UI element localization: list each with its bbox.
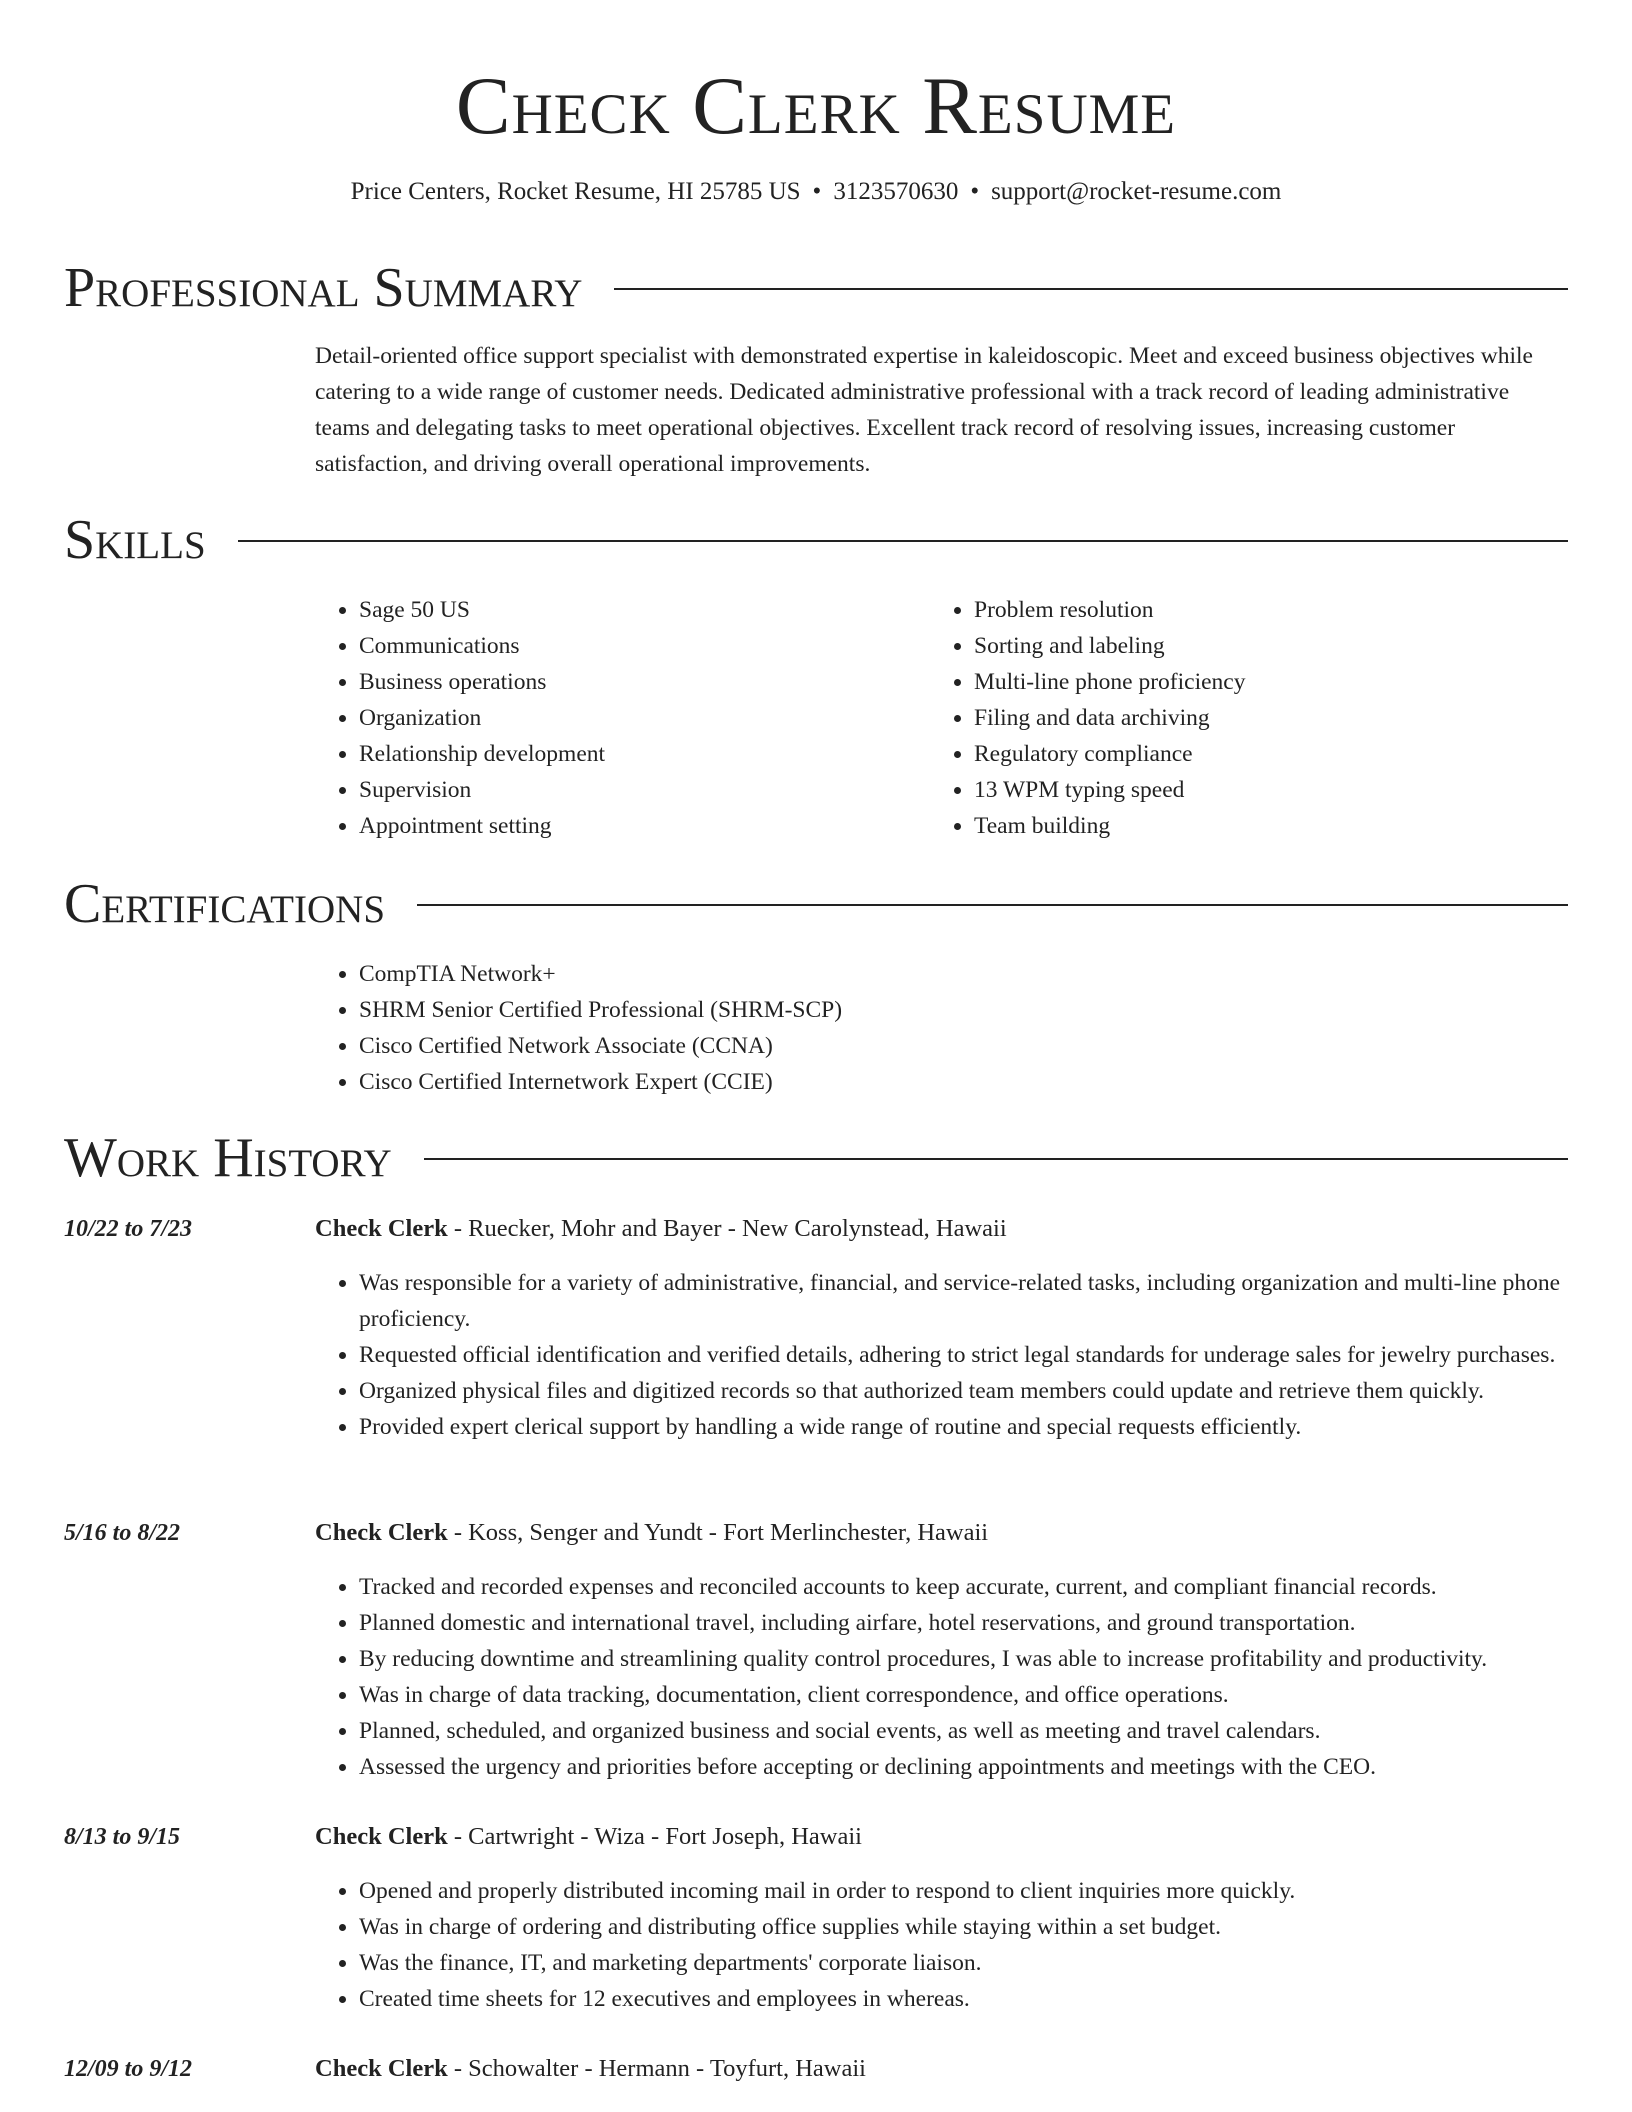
skills-column-right [930,592,1510,844]
skill-item: • Communications [359,628,895,664]
job-title: Check Clerk [315,1215,448,1242]
certification-item: • Cisco Certified Network Associate (CCNA) [359,1028,1315,1064]
contact-line [0,174,1632,210]
job-employer: - Koss, Senger and Yundt - Fort Merlinchester, Hawaii [447,1519,989,1546]
skill-item: • Supervision [359,772,895,808]
job-duties [315,1569,1575,1785]
skill-item: • Relationship development [359,736,895,772]
job-employer: - Schowalter - Hermann - Toyfurt, Hawaii [447,2055,866,2082]
certification-item: • CompTIA Network+ [359,956,1315,992]
section-divider [614,288,1568,290]
job-role [315,1211,1007,1247]
skill-item: • Sorting and labeling [974,628,1510,664]
job-dates: 8/13 to 9/15 [64,1824,181,1850]
duty-item: • Provided expert clerical support by handling a wide range of routine and special requests efficiently. [359,1409,1575,1445]
duty-item: • Tracked and recorded expenses and reconciled accounts to keep accurate, current, and compliant financial records. [359,1569,1575,1605]
job-employer: - Ruecker, Mohr and Bayer - New Carolynstead, Hawaii [447,1215,1007,1242]
job-duties [315,1873,1575,2017]
duty-item: • Opened and properly distributed incoming mail in order to respond to client inquiries more quickly. [359,1873,1575,1909]
address: Price Centers, Rocket Resume, HI 25785 US [350,178,801,205]
duty-item: • Assessed the urgency and priorities before accepting or declining appointments and meetings with the CEO. [359,1749,1575,1785]
job-dates: 5/16 to 8/22 [64,1520,181,1546]
separator-dot: • [812,178,822,205]
job-role [315,1515,988,1551]
skills-column-left [315,592,895,844]
duty-item: • Organized physical files and digitized records so that authorized team members could update and retrieve them quickly. [359,1373,1575,1409]
duty-item: • Was responsible for a variety of administrative, financial, and service-related tasks, including organization and multi-line phone proficiency. [359,1265,1575,1337]
job-employer: - Cartwright - Wiza - Fort Joseph, Hawaii [447,1823,862,1850]
job-role [315,1819,862,1855]
certifications-list [315,956,1315,1100]
section-title-skills: Skills [64,509,206,571]
section-header-summary [64,256,1568,320]
duty-item: • Created time sheets for 12 executives and employees in whereas. [359,1981,1575,2017]
summary-text: Detail-oriented office support specialist with demonstrated expertise in kaleidoscopic. Meet and exceed business objectives while catering to a wide range of customer needs. Dedicated administrative professional with a track record of leading administrative teams and delegating tasks to meet operational objectives. Excellent track record of resolving issues, increasing customer satisfaction, and driving overall operational improvements. [315,343,1533,477]
duty-item: • Requested official identification and verified details, adhering to strict legal standards for underage sales for jewelry purchases. [359,1337,1575,1373]
section-header-work-history [64,1126,1568,1190]
job-title: Check Clerk [315,1519,448,1546]
job-dates: 10/22 to 7/23 [64,1216,193,1242]
skill-item: • Business operations [359,664,895,700]
separator-dot: • [970,178,980,205]
phone: 3123570630 [833,178,959,205]
duty-item: • Was in charge of data tracking, documentation, client correspondence, and office operations. [359,1677,1575,1713]
job-role [315,2051,866,2087]
resume-title: Check Clerk Resume [455,60,1177,151]
skill-item: • Sage 50 US [359,592,895,628]
skill-item: • Filing and data archiving [974,700,1510,736]
section-header-skills [64,508,1568,572]
duty-item: • Was the finance, IT, and marketing departments' corporate liaison. [359,1945,1575,1981]
section-header-certifications [64,872,1568,936]
duty-item: • By reducing downtime and streamlining quality control procedures, I was able to increase profitability and productivity. [359,1641,1575,1677]
skill-item: • Appointment setting [359,808,895,844]
certification-item: • SHRM Senior Certified Professional (SHRM-SCP) [359,992,1315,1028]
job-dates: 12/09 to 9/12 [64,2056,193,2082]
section-divider [424,1158,1568,1160]
section-title-summary: Professional Summary [64,257,583,319]
skill-item: • Organization [359,700,895,736]
duty-item: • Was in charge of ordering and distributing office supplies while staying within a set budget. [359,1909,1575,1945]
skill-item: • Team building [974,808,1510,844]
email: support@rocket-resume.com [991,178,1282,205]
job-title: Check Clerk [315,2055,448,2082]
job-title: Check Clerk [315,1823,448,1850]
duty-item: • Planned, scheduled, and organized business and social events, as well as meeting and travel calendars. [359,1713,1575,1749]
section-divider [238,540,1568,542]
skill-item: • Multi-line phone proficiency [974,664,1510,700]
section-title-work-history: Work History [64,1127,392,1189]
job-duties [315,1265,1575,1445]
duty-item: • Planned domestic and international travel, including airfare, hotel reservations, and ground transportation. [359,1605,1575,1641]
skill-item: • 13 WPM typing speed [974,772,1510,808]
certification-item: • Cisco Certified Internetwork Expert (CCIE) [359,1064,1315,1100]
skill-item: • Regulatory compliance [974,736,1510,772]
section-divider [417,904,1568,906]
skill-item: • Problem resolution [974,592,1510,628]
section-title-certifications: Certifications [64,873,386,935]
